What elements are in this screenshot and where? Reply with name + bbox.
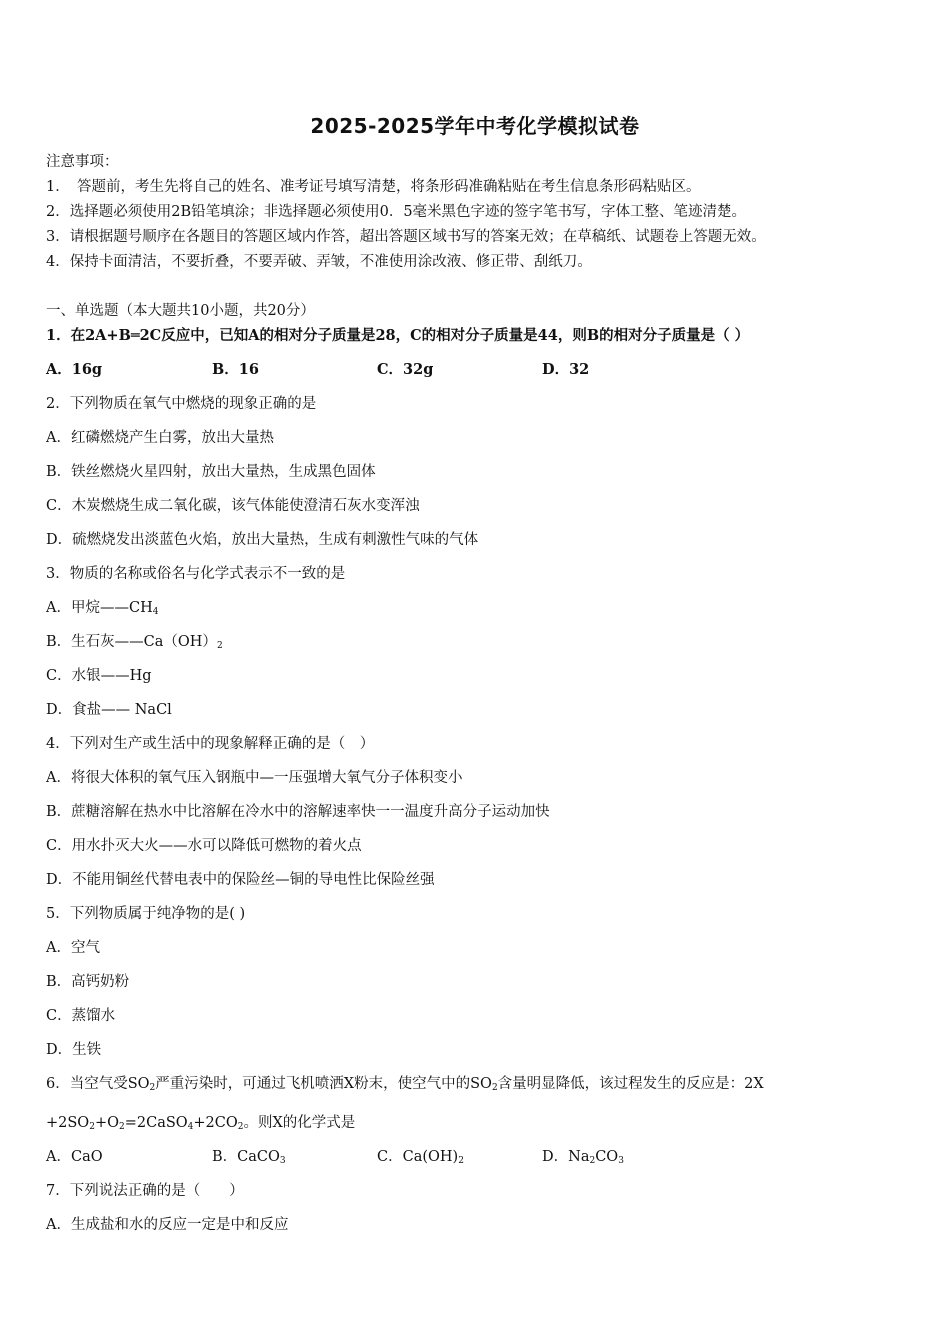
q2-option-c: C．木炭燃烧生成二氧化碳，该气体能使澄清石灰水变浑浊	[46, 498, 420, 514]
q5-option-b: B．高钙奶粉	[46, 974, 130, 990]
question-3-stem: 3．物质的名称或俗名与化学式表示不一致的是	[46, 566, 346, 582]
section-heading: 一、单选题（本大题共10小题，共20分）	[46, 303, 315, 319]
q6-option-c-text: C．Ca(OH)	[377, 1149, 459, 1165]
q5-option-d: D．生铁	[46, 1042, 102, 1058]
q6-l1-a: 6．当空气受SO	[46, 1076, 150, 1092]
q6-l2-e: 。则X的化学式是	[243, 1115, 356, 1131]
q4-option-c: C．用水扑灭大火——水可以降低可燃物的着火点	[46, 838, 362, 854]
q1-option-b: B．16	[212, 361, 259, 378]
q6-l2-a: +2SO	[46, 1115, 90, 1131]
question-2-stem: 2．下列物质在氧气中燃烧的现象正确的是	[46, 396, 317, 412]
question-7-stem: 7．下列说法正确的是（ ）	[46, 1183, 244, 1199]
q6-option-b-sub: 3	[279, 1156, 286, 1166]
q4-option-d: D．不能用铜丝代替电表中的保险丝—铜的导电性比保险丝强	[46, 872, 435, 888]
notice-item-2: 2．选择题必须使用2B铅笔填涂；非选择题必须使用0．5毫米黑色字迹的签字笔书写，字体工整、笔迹清楚。	[46, 204, 747, 220]
notice-item-1: 1． 答题前，考生先将自己的姓名、准考证号填写清楚，将条形码准确粘贴在考生信息条形码粘贴区。	[46, 179, 701, 195]
q6-option-d-text2: CO	[595, 1149, 619, 1165]
notice-heading: 注意事项：	[46, 154, 119, 170]
q3-option-b-text: B．生石灰——Ca（OH）	[46, 634, 217, 650]
q6-l2-sub3: 4	[187, 1122, 194, 1132]
question-5-stem: 5．下列物质属于纯净物的是( )	[46, 906, 246, 922]
q6-l1-b: 严重污染时，可通过飞机喷洒X粉末，使空气中的SO	[155, 1076, 492, 1092]
question-1-stem: 1．在2A+B═2C反应中，已知A的相对分子质量是28，C的相对分子质量是44，则B的相对分子质量是（ ）	[46, 327, 750, 344]
q2-option-b: B．铁丝燃烧火星四射，放出大量热，生成黑色固体	[46, 464, 376, 480]
question-6-stem-line-2	[46, 1113, 355, 1133]
q6-l2-b: +O	[94, 1115, 119, 1131]
q1-option-c: C．32g	[377, 361, 434, 378]
q6-l2-c: =2CaSO	[124, 1115, 188, 1131]
question-6-stem-line-1	[46, 1074, 764, 1094]
q6-option-d	[542, 1147, 624, 1167]
q2-option-d: D．硫燃烧发出淡蓝色火焰，放出大量热，生成有刺激性气味的气体	[46, 532, 479, 548]
q4-option-b: B．蔗糖溶解在热水中比溶解在冷水中的溶解速率快一一温度升高分子运动加快	[46, 804, 550, 820]
q6-option-d-sub2: 3	[618, 1156, 624, 1166]
q3-option-a-sub: 4	[152, 607, 159, 617]
q6-option-d-text1: D．Na	[542, 1149, 590, 1165]
question-4-stem: 4．下列对生产或生活中的现象解释正确的是（ ）	[46, 736, 375, 752]
q6-l1-sub1: 2	[149, 1083, 156, 1093]
q6-l2-sub1: 2	[89, 1122, 95, 1132]
q3-option-a	[46, 598, 158, 618]
notice-item-4: 4．保持卡面清洁，不要折叠，不要弄破、弄皱，不准使用涂改液、修正带、刮纸刀。	[46, 254, 592, 270]
q6-l2-d: +2CO	[193, 1115, 238, 1131]
notice-item-3: 3．请根据题号顺序在各题目的答题区域内作答，超出答题区域书写的答案无效；在草稿纸、试题卷上答题无效。	[46, 229, 766, 245]
q3-option-b-sub: 2	[216, 641, 223, 651]
q1-option-d: D．32	[542, 361, 590, 378]
q5-option-c: C．蒸馏水	[46, 1008, 116, 1024]
q2-option-a: A．红磷燃烧产生白雾，放出大量热	[46, 430, 274, 446]
q3-option-a-text: A．甲烷——CH	[46, 600, 153, 616]
q6-l1-sub2: 2	[491, 1083, 498, 1093]
q6-option-b	[212, 1147, 286, 1167]
q7-option-a: A．生成盐和水的反应一定是中和反应	[46, 1217, 289, 1233]
q4-option-a: A．将很大体积的氧气压入钢瓶中—一压强增大氧气分子体积变小	[46, 770, 463, 786]
q3-option-c: C．水银——Hg	[46, 668, 152, 684]
q6-option-c-sub: 2	[458, 1156, 464, 1166]
q1-option-a: A．16g	[46, 361, 103, 378]
page-title: 2025-2025学年中考化学模拟试卷	[310, 114, 640, 138]
q6-l1-c: 含量明显降低，该过程发生的反应是：2X	[497, 1076, 764, 1092]
q6-l2-sub2: 2	[118, 1122, 125, 1132]
q6-option-b-text: B．CaCO	[212, 1149, 280, 1165]
q6-l2-sub4: 2	[237, 1122, 244, 1132]
q6-option-d-sub1: 2	[589, 1156, 596, 1166]
q6-option-c	[377, 1147, 464, 1167]
q3-option-d: D．食盐—— NaCl	[46, 702, 172, 718]
q5-option-a: A．空气	[46, 940, 100, 956]
q6-option-a: A．CaO	[46, 1149, 103, 1165]
q3-option-b	[46, 632, 223, 652]
